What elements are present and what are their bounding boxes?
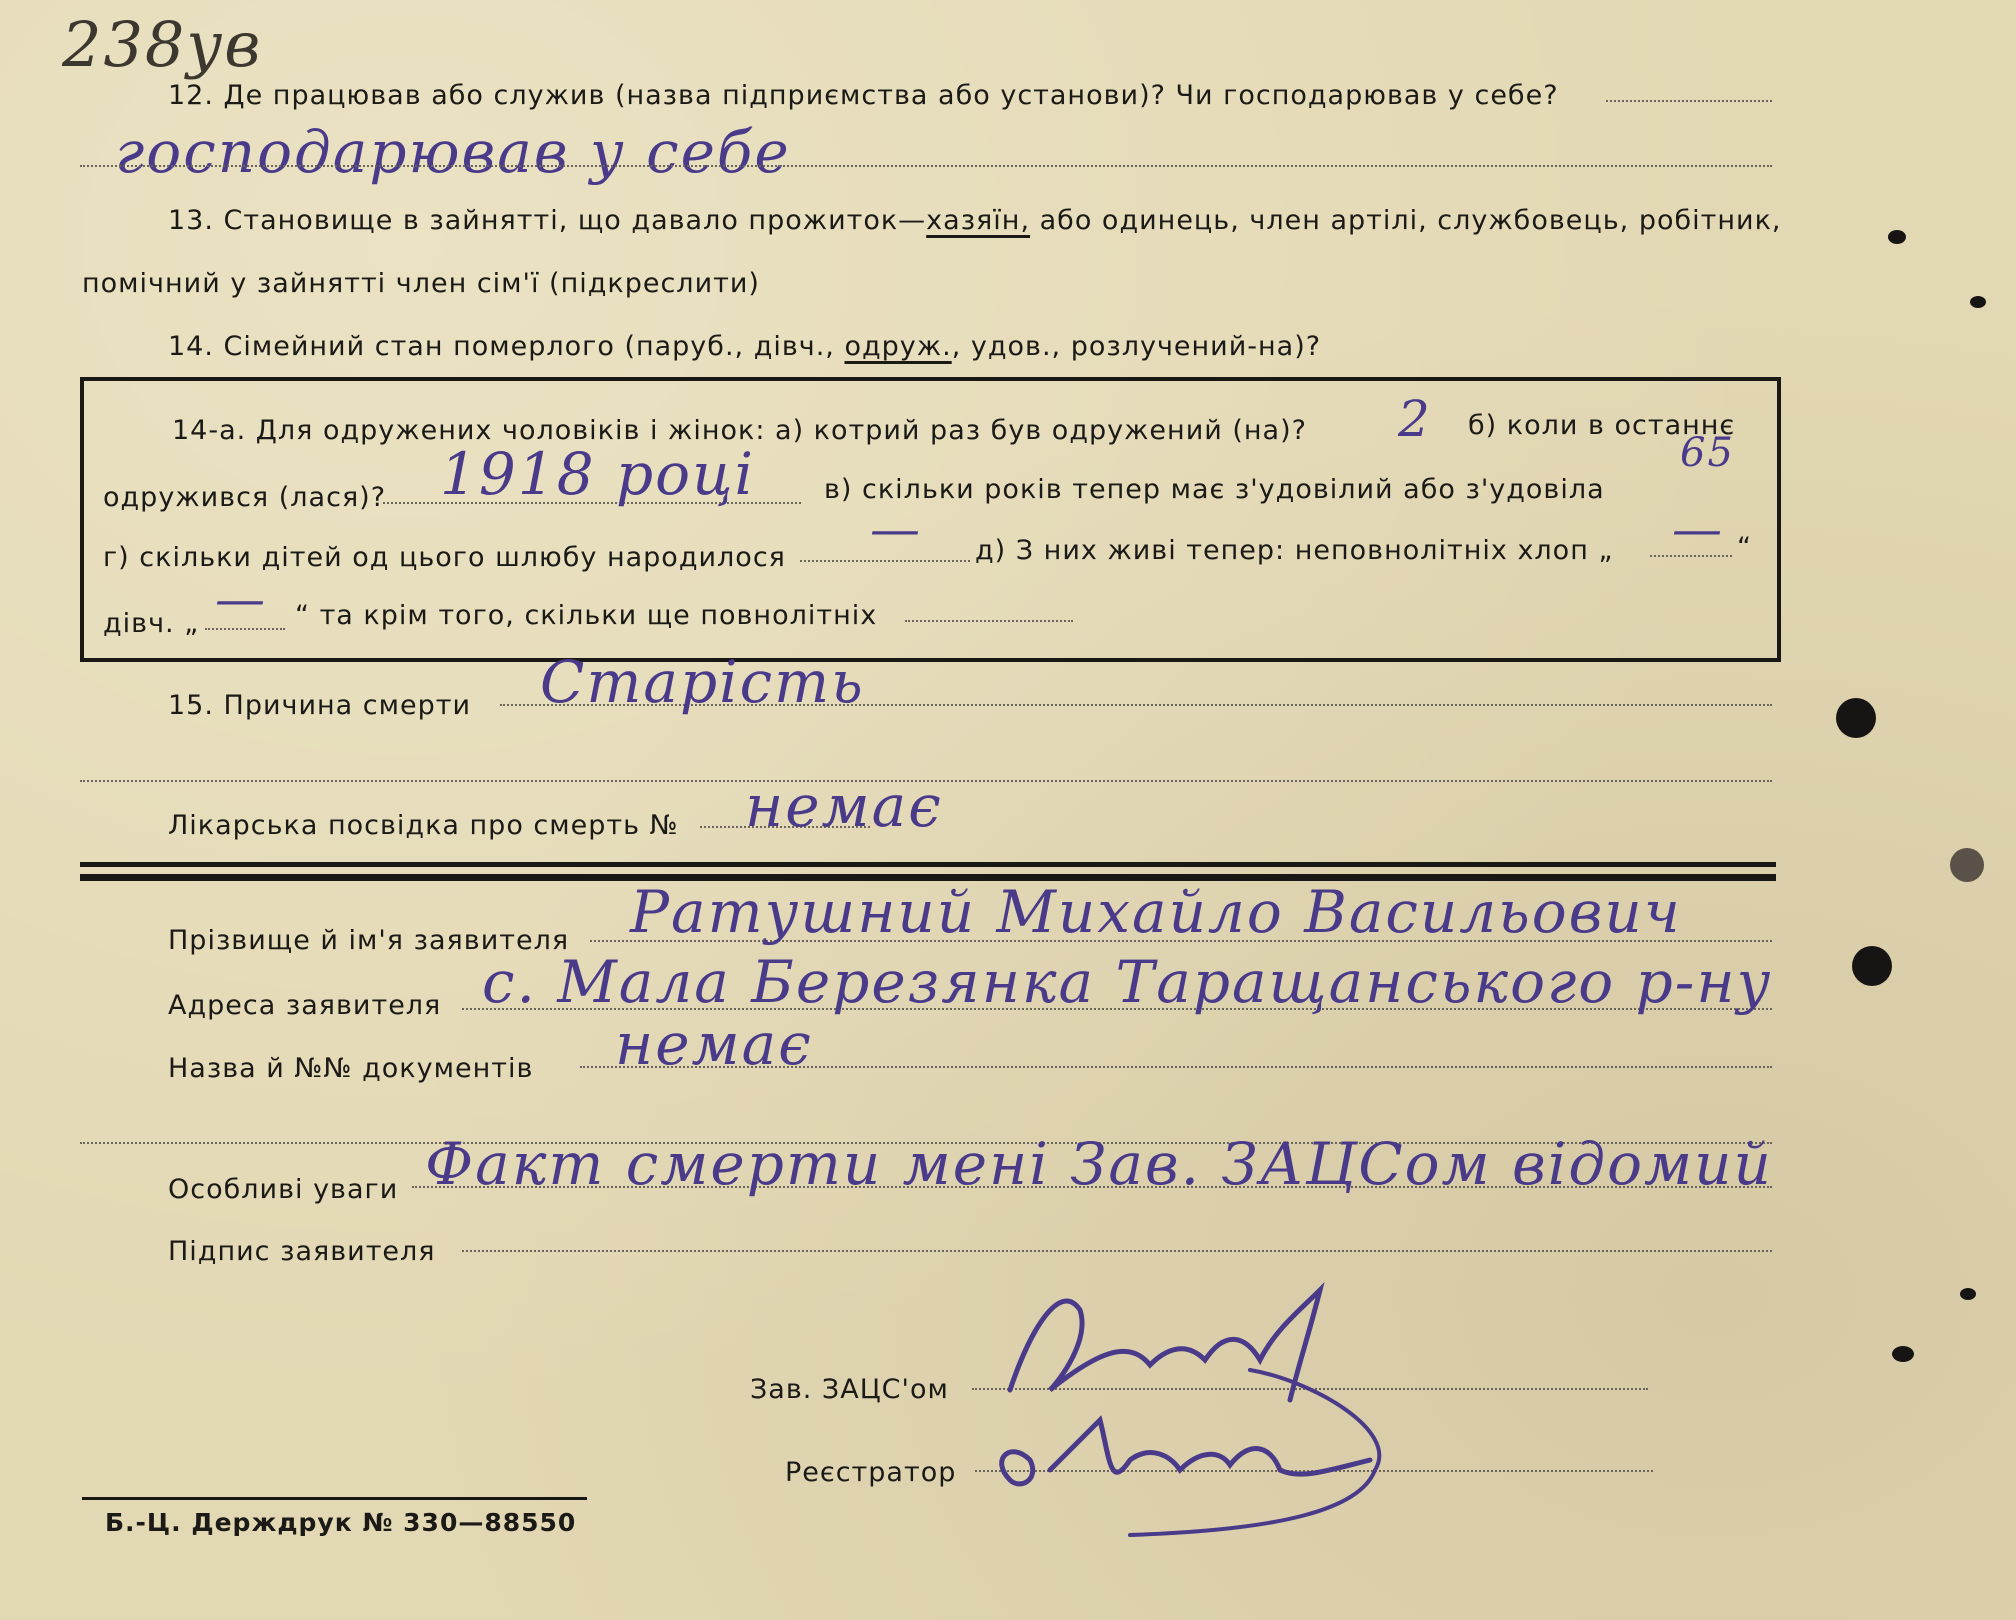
section-rule-top: [80, 862, 1776, 867]
q13-label-part-b: або одинець, член артілі, службовець, робітник,: [1030, 205, 1782, 236]
q13-label-part-a: 13. Становище в зайнятті, що давало прожиток—: [168, 205, 927, 236]
q14a-line2-a: одружився (лася)?: [103, 482, 387, 513]
q14-label-part-b: , удов., розлучений-на)?: [951, 331, 1322, 362]
applicant-signature-line: [462, 1250, 1772, 1252]
punch-hole-2: [1852, 946, 1892, 986]
q15-label: 15. Причина смерти: [168, 690, 472, 721]
footer-printer: Б.-Ц. Держдрук № 330—88550: [105, 1508, 577, 1537]
q14-underlined-option: одруж.: [844, 331, 952, 362]
footer-rule: [82, 1497, 587, 1500]
q14a-answer-f: —: [215, 570, 267, 628]
applicant-notes-label: Особливі уваги: [168, 1174, 399, 1205]
q15-answer: Старість: [540, 648, 865, 716]
punch-hole-1: [1836, 698, 1876, 738]
registrar-signature: [980, 1360, 1420, 1550]
applicant-name-label: Прізвище й ім'я заявителя: [168, 925, 570, 956]
punch-hole-3: [1950, 848, 1984, 882]
q14a-answer-c: 65: [1680, 430, 1735, 476]
q14a-answer-e: —: [1672, 500, 1724, 558]
q14-label-part-a: 14. Сімейний стан померлого (паруб., дівч.,: [168, 331, 845, 362]
applicant-name-value: Ратушний Михайло Васильович: [630, 878, 1682, 946]
q14a-line4-b: “ та крім того, скільки ще повнолітніх: [295, 600, 878, 631]
punch-mark-1: [1888, 230, 1906, 244]
q14-label: [168, 331, 1321, 362]
punch-mark-4: [1960, 1288, 1976, 1300]
q14a-answer-d: —: [870, 500, 922, 558]
applicant-docs-label: Назва й №№ документів: [168, 1053, 534, 1084]
applicant-notes-value: Факт смерти мені Зав. ЗАЦСом відомий: [425, 1130, 1773, 1198]
punch-mark-3: [1892, 1346, 1914, 1362]
q14a-answer-a: 2: [1398, 390, 1432, 448]
q14a-line1-b: б) коли в останнє: [1468, 410, 1736, 441]
q14a-line4-girls-dots: [205, 628, 285, 630]
q14a-line3-c: “: [1737, 532, 1752, 563]
q14a-line3-a: г) скільки дітей од цього шлюбу народилося: [103, 542, 786, 573]
certificate-label: Лікарська посвідка про смерть №: [168, 810, 679, 841]
applicant-signature-label: Підпис заявителя: [168, 1236, 436, 1267]
q14a-line1: 14-а. Для одружених чоловіків і жінок: а) котрий раз був одружений (на)?: [172, 415, 1307, 446]
q14a-line3-b: д) З них живі тепер: неповнолітніх хлоп „: [975, 535, 1614, 566]
head-label: Зав. ЗАЦС'ом: [750, 1374, 949, 1405]
applicant-address-label: Адреса заявителя: [168, 990, 442, 1021]
registrar-label: Реєстратор: [785, 1457, 957, 1488]
q13-label-line2: помічний у зайнятті член сім'ї (підкреслити): [82, 268, 760, 299]
q14a-line3-dots: [800, 560, 970, 562]
q14a-line4-a: дівч. „: [103, 608, 200, 639]
q13-label-line1: [168, 205, 1781, 236]
q12-answer-line: [80, 165, 1772, 167]
archive-number: 238ув: [62, 8, 263, 81]
q13-underlined-option: хазяїн,: [926, 205, 1031, 236]
q12-answer: господарював у себе: [115, 118, 791, 186]
q14a-line4-dots: [905, 620, 1073, 622]
q14a-answer-b: 1918 році: [440, 440, 756, 508]
certificate-answer: немає: [745, 772, 943, 840]
applicant-address-value: с. Мала Березянка Таращанського р-ну: [482, 948, 1773, 1016]
applicant-docs-value: немає: [615, 1010, 813, 1078]
q12-dotted-line: [1606, 100, 1772, 102]
q14a-line2-b: в) скільки років тепер має з'удовілий або з'удовіла: [824, 474, 1605, 505]
q12-label: 12. Де працював або служив (назва підприємства або установи)? Чи господарював у себе?: [168, 80, 1559, 111]
punch-mark-2: [1970, 296, 1986, 308]
